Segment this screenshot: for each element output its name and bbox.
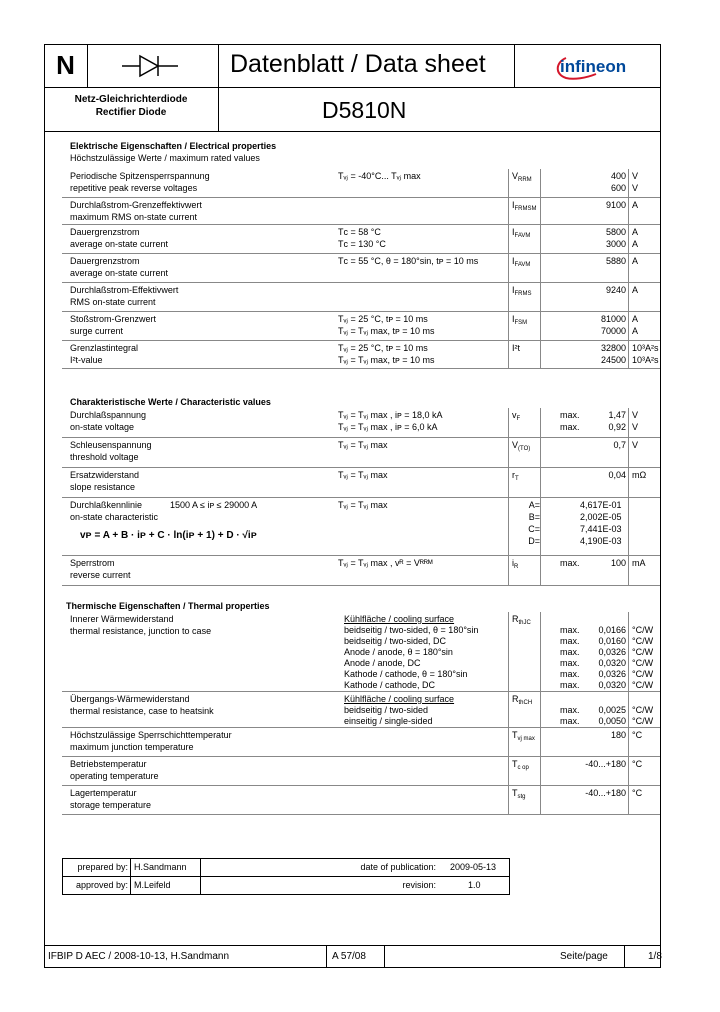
unit: °C/W [632,669,654,679]
col-sep [540,408,541,438]
thermal-row-rthjc [62,612,660,692]
value: 5800 [605,227,626,237]
condition: Anode / anode, θ = 180°sin [344,647,453,657]
unit: V [632,171,639,181]
param-de: Lagertemperatur [70,788,137,798]
symbol [512,440,530,456]
param-en: operating temperature [70,771,159,781]
col-sep [628,438,629,468]
param-de: Schleusenspannung [70,440,152,450]
infineon-logo [552,52,644,82]
param-en: average on-state current [70,239,169,249]
qualifier: max. [560,558,580,568]
footer-sep-2 [384,945,385,968]
symbol [512,227,530,243]
approval-sep-2 [200,858,201,895]
unit: °C [632,759,643,769]
col-sep [508,498,509,556]
col-sep [508,312,509,341]
condition: Kühlfläche / cooling surface [344,694,455,704]
col-sep [540,556,541,586]
param-de: Grenzlastintegral [70,343,139,353]
col-sep [508,254,509,283]
col-sep [540,283,541,312]
subtitle-en: Rectifier Diode [95,107,167,118]
coef-letter: D= [528,536,540,546]
condition: Tᵥⱼ = 25 °C, tᴘ = 10 ms [338,314,428,324]
electrical-row [62,254,660,283]
electrical-row [62,225,660,254]
footer-doc-id: IFBIP D AEC / 2008-10-13, H.Sandmann [48,951,230,962]
param-de: Durchlaßkennlinie [70,500,143,510]
condition: Kühlfläche / cooling surface [344,614,455,624]
approved-value: M.Leifeld [134,880,171,890]
param-en: on-state voltage [70,422,135,432]
col-sep [508,341,509,369]
approval-sep [130,858,131,895]
thermal-row-top [62,757,660,786]
value: 0,7 [613,440,626,450]
coef-value: 4,190E-03 [580,536,622,546]
col-sep [508,757,509,786]
col-sep [540,341,541,369]
col-sep [628,169,629,198]
condition: beidseitig / two-sided, θ = 180°sin [344,625,479,635]
symbol-sub: thCH [518,700,533,706]
condition: Tᴄ = 55 °C, θ = 180°sin, tᴘ = 10 ms [338,256,479,266]
header-sep [87,44,88,87]
param-de: Betriebstemperatur [70,759,147,769]
col-sep [540,198,541,225]
unit: 10³A²s [632,343,659,353]
value: 9240 [605,285,626,295]
value: 1,47 [608,410,626,420]
unit: A [632,256,639,266]
condition: Tᵥⱼ = Tᵥⱼ max , vᴿ = Vᴿᴿᴹ [338,558,433,568]
param-en: storage temperature [70,800,152,810]
col-sep [628,254,629,283]
unit: A [632,200,639,210]
footer-page-number: 1/8 [648,951,662,962]
value: 0,0320 [598,658,626,668]
value: -40...+180 [585,759,626,769]
unit: A [632,227,639,237]
col-sep [508,612,509,692]
symbol-sub: FAVM [514,262,531,268]
date-value: 2009-05-13 [450,862,497,872]
col-sep [508,438,509,468]
symbol-sub: T [515,476,519,482]
symbol [512,200,537,216]
col-sep [508,283,509,312]
symbol-main: r [512,470,515,480]
symbol-main: R [512,614,519,624]
col-sep [628,408,629,438]
coef-value: 4,617E-01 [580,500,622,510]
col-sep [508,408,509,438]
col-sep [508,198,509,225]
char-row-onstate-characteristic [62,498,660,556]
char-row-forward-voltage [62,408,660,438]
unit: A [632,326,639,336]
unit: °C/W [632,647,654,657]
unit: °C/W [632,705,654,715]
param-en: maximum RMS on-state current [70,212,198,222]
electrical-row [62,312,660,341]
col-sep [628,225,629,254]
param-de: Durchlaßstrom-Effektivwert [70,285,179,295]
unit: 10³A²s [632,355,659,365]
param-de: Dauergrenzstrom [70,256,140,266]
condition: beidseitig / two-sided [344,705,429,715]
symbol [512,730,535,746]
footer-divider [44,945,661,946]
value: 81000 [600,314,626,324]
col-sep [540,254,541,283]
symbol [512,256,530,272]
col-sep [508,692,509,728]
param-en: maximum junction temperature [70,742,194,752]
symbol [512,343,520,355]
value: 0,92 [608,422,626,432]
unit: A [632,239,639,249]
unit: A [632,314,639,324]
param-de: Periodische Spitzensperrspannung [70,171,210,181]
param-en: threshold voltage [70,452,139,462]
col-sep [628,312,629,341]
symbol [512,470,519,486]
date-label: date of publication: [360,862,436,872]
coef-value: 7,441E-03 [580,524,622,534]
symbol-main: I [512,285,515,295]
header-sep-3 [514,44,515,87]
col-sep [628,692,629,728]
param-en: RMS on-state current [70,297,156,307]
col-sep [628,786,629,815]
condition: Tᵥⱼ = Tᵥⱼ max [338,470,388,480]
unit: °C [632,730,643,740]
range: 1500 A ≤ iᴘ ≤ 29000 A [170,500,258,510]
param-de: Durchlaßstrom-Grenzeffektivwert [70,200,202,210]
diode-symbol-icon [120,52,180,80]
unit: V [632,440,639,450]
unit: V [632,410,639,420]
col-sep [540,786,541,815]
value: 0,0160 [598,636,626,646]
symbol-sub: (TO) [518,446,531,452]
param-en: I²t-value [70,355,103,365]
revision-value: 1.0 [468,880,481,890]
param-de: Innerer Wärmewiderstand [70,614,174,624]
qualifier: max. [560,410,580,420]
col-sep [628,757,629,786]
thermal-row-tvj [62,728,660,757]
unit: °C/W [632,658,654,668]
col-sep [628,341,629,369]
symbol-sub: R [514,564,519,570]
symbol [512,314,527,330]
condition: Tᵥⱼ = Tᵥⱼ max, tᴘ = 10 ms [338,326,435,336]
symbol-sub: vj max [517,736,535,742]
param-de: Sperrstrom [70,558,115,568]
param-de: Stoßstrom-Grenzwert [70,314,157,324]
unit: °C/W [632,636,654,646]
condition: Kathode / cathode, θ = 180°sin [344,669,468,679]
symbol-sub: c op [517,765,529,771]
prepared-value: H.Sandmann [134,862,187,872]
symbol [512,558,518,574]
value: 24500 [600,355,626,365]
param-en: surge current [70,326,124,336]
coef-letter: C= [528,524,540,534]
value: 0,0166 [598,625,626,635]
footer-sep-3 [624,945,625,968]
col-sep [508,169,509,198]
value: 32800 [600,343,626,353]
condition: Kathode / cathode, DC [344,680,436,690]
col-sep [540,498,541,556]
condition: Tᵥⱼ = Tᵥⱼ max [338,440,388,450]
param-de: Ersatzwiderstand [70,470,140,480]
symbol-sub: FRMS [514,291,532,297]
unit: V [632,422,639,432]
condition: Tᴄ = 58 °C [338,227,381,237]
param-en: thermal resistance, junction to case [70,626,212,636]
col-sep [628,468,629,498]
coef-value: 2,002E-05 [580,512,622,522]
unit: mΩ [632,470,647,480]
col-sep [540,757,541,786]
param-en: slope resistance [70,482,136,492]
condition: Tᵥⱼ = 25 °C, tᴘ = 10 ms [338,343,428,353]
value: 0,0326 [598,669,626,679]
symbol-main: v [512,410,517,420]
value: 180 [610,730,626,740]
col-sep [540,225,541,254]
unit: mA [632,558,646,568]
qualifier: max. [560,669,580,679]
value: 0,0320 [598,680,626,690]
col-sep [628,728,629,757]
part-number: D5810N [322,97,407,123]
col-sep [628,556,629,586]
symbol-sub: stg [517,794,526,800]
qualifier: max. [560,625,580,635]
condition: Tᵥⱼ = Tᵥⱼ max , iᴘ = 18,0 kA [338,410,443,420]
value: 9100 [605,200,626,210]
value: 600 [610,183,626,193]
header-divider-2 [44,131,661,132]
formula: vᴘ = A + B · iᴘ + C · ln(iᴘ + 1) + D · √iᴘ [80,530,257,541]
param-en: on-state characteristic [70,512,159,522]
symbol [512,694,532,710]
symbol-main: I [512,314,515,324]
brand-text: infineon [560,57,627,76]
symbol-sub: thJC [518,620,531,626]
condition: Tᵥⱼ = -40°C... Tᵥⱼ max [338,171,421,181]
qualifier: max. [560,680,580,690]
col-sep [508,556,509,586]
symbol-main: I [512,200,515,210]
footer-sep [326,945,327,968]
symbol [512,614,531,630]
value: -40...+180 [585,788,626,798]
param-en: thermal resistance, case to heatsink [70,706,214,716]
revision-label: revision: [402,880,436,890]
symbol-main: I [512,256,515,266]
col-sep [628,198,629,225]
symbol [512,171,532,187]
col-sep [508,728,509,757]
symbol-main: V [512,171,519,181]
col-sep [540,692,541,728]
footer-code: A 57/08 [332,951,366,962]
param-en: repetitive peak reverse voltages [70,183,198,193]
symbol-main: T [512,759,518,769]
condition: Tᵥⱼ = Tᵥⱼ max, tᴘ = 10 ms [338,355,435,365]
header-divider [44,87,661,88]
qualifier: max. [560,658,580,668]
value: 0,0050 [598,716,626,726]
unit: °C/W [632,625,654,635]
electrical-row [62,169,660,198]
param-de: Dauergrenzstrom [70,227,140,237]
approved-label: approved by: [75,880,128,890]
condition: Anode / anode, DC [344,658,421,668]
col-sep [540,468,541,498]
thermal-row-rthch [62,692,660,728]
symbol-sub: F [516,416,521,422]
qualifier: max. [560,705,580,715]
symbol-main: T [512,788,518,798]
electrical-subtitle: Höchstzulässige Werte / maximum rated values [70,153,260,163]
electrical-row [62,341,660,369]
symbol-main: i [512,558,514,568]
symbol [512,788,526,804]
qualifier: max. [560,422,580,432]
col-sep [628,498,629,556]
col-sep [508,225,509,254]
value: 0,0326 [598,647,626,657]
qualifier: max. [560,647,580,657]
symbol-sub: FSM [514,320,528,326]
page-title: Datenblatt / Data sheet [230,50,486,78]
param-en: average on-state current [70,268,169,278]
electrical-row [62,198,660,225]
symbol-sub: FAVM [514,233,531,239]
footer-page-label: Seite/page [560,951,608,962]
qualifier: max. [560,716,580,726]
param-en: reverse current [70,570,131,580]
value: 0,0025 [598,705,626,715]
param-de: Höchstzulässige Sperrschichttemperatur [70,730,232,740]
value: 100 [610,558,626,568]
char-row-reverse-current [62,556,660,586]
symbol [512,285,532,301]
thermal-row-tstg [62,786,660,815]
col-sep [540,169,541,198]
param-de: Übergangs-Wärmewiderstand [70,694,190,704]
condition: Tᴄ = 130 °C [338,239,386,249]
col-sep [508,786,509,815]
symbol-sub: RRM [518,177,532,183]
col-sep [628,612,629,692]
characteristic-title: Charakteristische Werte / Characteristic values [70,397,271,407]
value: 400 [610,171,626,181]
symbol [512,759,529,775]
condition: Tᵥⱼ = Tᵥⱼ max , iᴘ = 6,0 kA [338,422,438,432]
condition: beidseitig / two-sided, DC [344,636,447,646]
prepared-label: prepared by: [77,862,128,872]
type-letter: N [56,50,75,80]
char-row-threshold [62,438,660,468]
condition: einseitig / single-sided [344,716,433,726]
char-row-slope [62,468,660,498]
symbol-main: T [512,730,518,740]
col-sep [540,728,541,757]
symbol-main: R [512,694,519,704]
symbol-main: I [512,227,515,237]
value: 3000 [605,239,626,249]
col-sep [540,438,541,468]
coef-letter: B= [528,512,540,522]
unit: °C/W [632,680,654,690]
param-de: Durchlaßspannung [70,410,147,420]
electrical-title: Elektrische Eigenschaften / Electrical properties [70,141,277,151]
unit: °C [632,788,643,798]
col-sep [540,612,541,692]
symbol [512,410,520,426]
value: 0,04 [608,470,626,480]
unit: V [632,183,639,193]
value: 5880 [605,256,626,266]
electrical-row [62,283,660,312]
unit: A [632,285,639,295]
coef-letter: A= [528,500,540,510]
symbol-main: I²t [512,343,520,353]
condition: Tᵥⱼ = Tᵥⱼ max [338,500,388,510]
unit: °C/W [632,716,654,726]
col-sep [540,312,541,341]
qualifier: max. [560,636,580,646]
symbol-main: V [512,440,519,450]
thermal-title: Thermische Eigenschaften / Thermal properties [66,601,270,611]
symbol-sub: FRMSM [514,206,537,212]
value: 70000 [600,326,626,336]
header-sep-2 [218,44,219,131]
subtitle-de: Netz-Gleichrichterdiode [74,94,188,105]
col-sep [628,283,629,312]
col-sep [508,468,509,498]
